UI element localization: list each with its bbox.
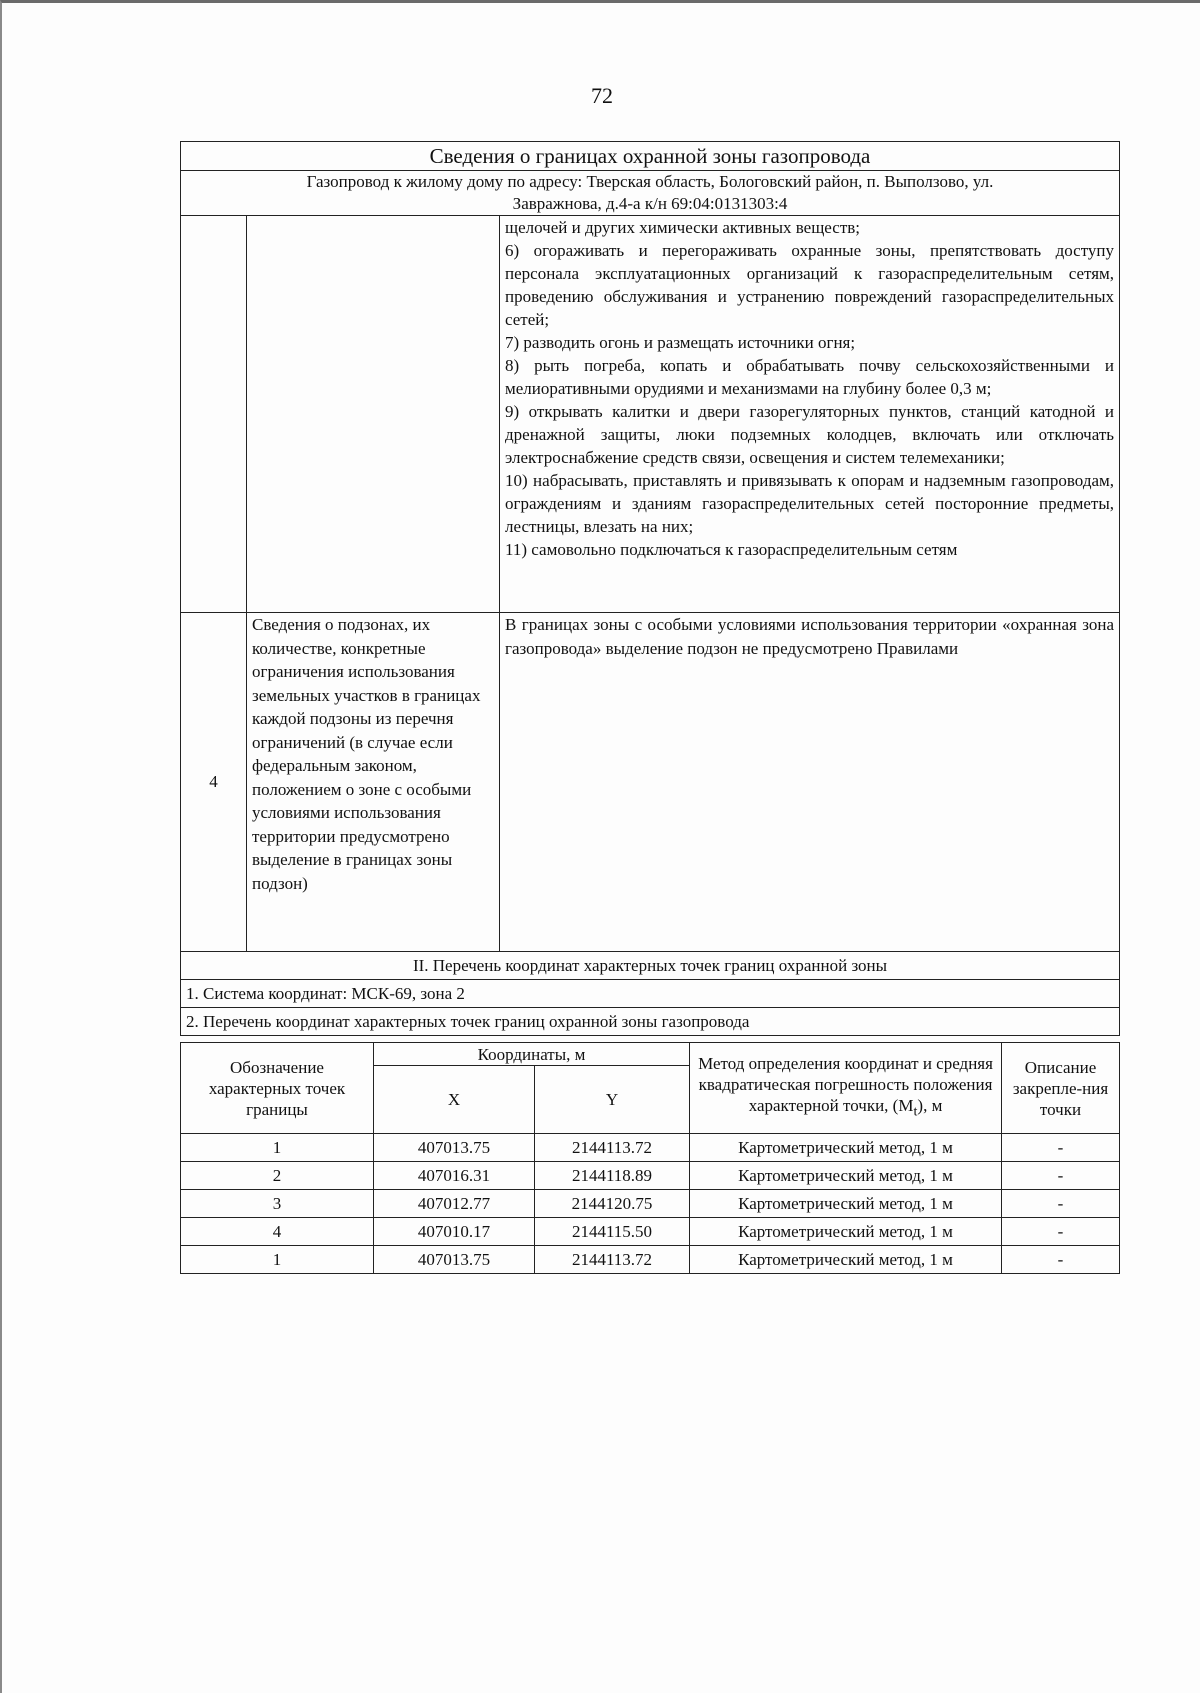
cell-fixing: -	[1002, 1246, 1120, 1274]
coordinate-system: 1. Система координат: МСК-69, зона 2	[181, 980, 1120, 1008]
cell-method: Картометрический метод, 1 м	[690, 1134, 1002, 1162]
row4-content: В границах зоны с особыми условиями использования территории «охранная зона газопровода» выделение подзон не предусмотрено Правилами	[500, 613, 1120, 952]
header-y: Y	[535, 1066, 690, 1134]
cell-x: 407010.17	[374, 1218, 535, 1246]
cell-x: 407012.77	[374, 1190, 535, 1218]
header-fixing: Описание закрепле-ния точки	[1002, 1043, 1120, 1134]
object-line-2: Завражнова, д.4-а к/н 69:04:0131303:4	[512, 194, 788, 213]
row3-number-cell	[181, 216, 247, 613]
restriction-item: 6) огораживать и перегораживать охранные зоны, препятствовать доступу персонала эксплуатационных организаций к газораспределительным сетям, проведению обслуживания и устранению повреждений газораспределительных сетей;	[505, 241, 1115, 329]
header-point-designation: Обозначение характерных точек границы	[181, 1043, 374, 1134]
cell-method: Картометрический метод, 1 м	[690, 1162, 1002, 1190]
cell-y: 2144118.89	[535, 1162, 690, 1190]
restriction-item: 7) разводить огонь и размещать источники огня;	[505, 333, 856, 352]
coordinates-table	[180, 1042, 1120, 1274]
table-row	[181, 1218, 1120, 1246]
cell-x: 407016.31	[374, 1162, 535, 1190]
table-row	[181, 1190, 1120, 1218]
table-row	[181, 1134, 1120, 1162]
cell-x: 407013.75	[374, 1246, 535, 1274]
restriction-item: 10) набрасывать, приставлять и привязывать к опорам и надземным газопроводам, ограждениям и зданиям газораспределительных сетей посторонние предметы, лестницы, влезать на них;	[505, 471, 1115, 536]
restriction-item: 11) самовольно подключаться к газораспределительным сетям	[505, 540, 958, 559]
page-number: 72	[591, 83, 613, 108]
cell-point: 1	[181, 1134, 374, 1162]
cell-point: 2	[181, 1162, 374, 1190]
cell-y: 2144120.75	[535, 1190, 690, 1218]
restriction-item: щелочей и других химически активных веществ;	[505, 218, 860, 237]
cell-y: 2144113.72	[535, 1134, 690, 1162]
restrictions-cell	[500, 216, 1120, 613]
cell-fixing: -	[1002, 1134, 1120, 1162]
row4-number: 4	[181, 613, 247, 952]
object-description	[181, 171, 1120, 216]
section-2-title: II. Перечень координат характерных точек границ охранной зоны	[181, 952, 1120, 980]
cell-point: 3	[181, 1190, 374, 1218]
cell-method: Картометрический метод, 1 м	[690, 1246, 1002, 1274]
cell-fixing: -	[1002, 1162, 1120, 1190]
table-title: Сведения о границах охранной зоны газопровода	[181, 142, 1120, 171]
header-method	[690, 1043, 1002, 1134]
table-row	[181, 1246, 1120, 1274]
zone-info-table	[180, 141, 1120, 1036]
cell-method: Картометрический метод, 1 м	[690, 1190, 1002, 1218]
cell-point: 1	[181, 1246, 374, 1274]
cell-fixing: -	[1002, 1218, 1120, 1246]
restriction-item: 8) рыть погреба, копать и обрабатывать почву сельскохозяйственными и мелиоративными орудиями и механизмами на глубину более 0,3 м;	[505, 356, 1115, 398]
cell-x: 407013.75	[374, 1134, 535, 1162]
header-method-unit: ), м	[917, 1096, 943, 1116]
cell-y: 2144115.50	[535, 1218, 690, 1246]
table-row	[181, 1162, 1120, 1190]
row4-subject: Сведения о подзонах, их количестве, конкретные ограничения использования земельных участков в границах каждой подзоны из перечня ограничений (в случае если федеральным законом, положением о зоне с особыми условиями использования территории предусмотрено выделение в границах зоны подзон)	[247, 613, 500, 952]
row3-subject-cell	[247, 216, 500, 613]
cell-y: 2144113.72	[535, 1246, 690, 1274]
header-x: X	[374, 1066, 535, 1134]
points-list-title: 2. Перечень координат характерных точек границ охранной зоны газопровода	[181, 1008, 1120, 1036]
object-line-1: Газопровод к жилому дому по адресу: Тверская область, Бологовский район, п. Выползово, ул.	[306, 172, 994, 191]
header-method-text: Метод определения координат и средняя квадратическая погрешность положения характерной точки, (M	[698, 1054, 993, 1116]
header-method-subscript: t	[913, 1103, 918, 1120]
cell-point: 4	[181, 1218, 374, 1246]
restriction-item: 9) открывать калитки и двери газорегуляторных пунктов, станций катодной и дренажной защиты, люки подземных колодцев, включать или отключать электроснабжение средств связи, освещения и систем телемеханики;	[505, 402, 1115, 467]
cell-method: Картометрический метод, 1 м	[690, 1218, 1002, 1246]
header-coordinates: Координаты, м	[374, 1043, 690, 1066]
cell-fixing: -	[1002, 1190, 1120, 1218]
